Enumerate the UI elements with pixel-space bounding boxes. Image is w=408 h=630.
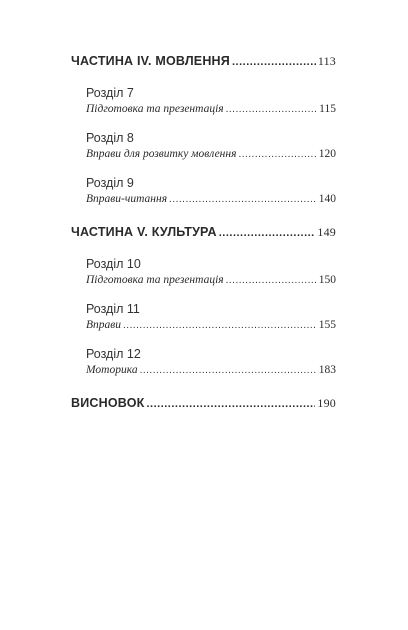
dot-leader [232,56,316,68]
page-number: 149 [317,225,336,239]
toc-chapter-8 [86,131,336,166]
dot-leader [169,194,317,205]
toc-chapter-12 [86,347,336,382]
conclusion-title: ВИСНОВОК [71,396,145,410]
chapter-entry [86,148,336,166]
chapter-title: Вправи [86,319,122,331]
chapter-title: Вправи-читання [86,193,168,205]
dot-leader [219,227,316,239]
dot-leader [226,104,318,115]
toc-part-4 [71,54,336,78]
dot-leader [146,398,315,410]
chapter-heading: Розділ 7 [86,86,134,100]
chapter-heading: Розділ 9 [86,176,134,190]
chapter-title: Вправи для розвитку мовлення [86,148,237,160]
chapter-title: Підготовка та презентація [86,103,224,115]
page-number: 120 [318,148,336,160]
chapter-entry [86,319,336,337]
table-of-contents [71,54,336,420]
dot-leader [123,320,317,331]
dot-leader [238,149,316,160]
page-number: 140 [318,193,336,205]
toc-chapter-9 [86,176,336,211]
part-title: ЧАСТИНА V. КУЛЬТУРА [71,225,217,239]
chapter-title: Підготовка та презентація [86,274,224,286]
chapter-title: Моторика [86,364,138,376]
chapter-entry [86,364,336,382]
chapter-heading: Розділ 10 [86,257,141,271]
toc-part-5 [71,225,336,249]
toc-conclusion [71,396,336,420]
part-title: ЧАСТИНА IV. МОВЛЕННЯ [71,54,230,68]
toc-chapter-11 [86,302,336,337]
page-number: 155 [318,319,336,331]
chapter-entry [86,274,336,292]
dot-leader [140,365,317,376]
chapter-entry [86,103,336,121]
page-number: 183 [318,364,336,376]
toc-chapter-10 [86,257,336,292]
page-number: 190 [317,396,336,410]
page-number: 115 [319,103,336,115]
chapter-heading: Розділ 12 [86,347,141,361]
page-number: 113 [317,54,336,68]
page-number: 150 [318,274,336,286]
chapter-entry [86,193,336,211]
toc-chapter-7 [86,86,336,121]
chapter-heading: Розділ 8 [86,131,134,145]
dot-leader [226,275,317,286]
chapter-heading: Розділ 11 [86,302,140,316]
